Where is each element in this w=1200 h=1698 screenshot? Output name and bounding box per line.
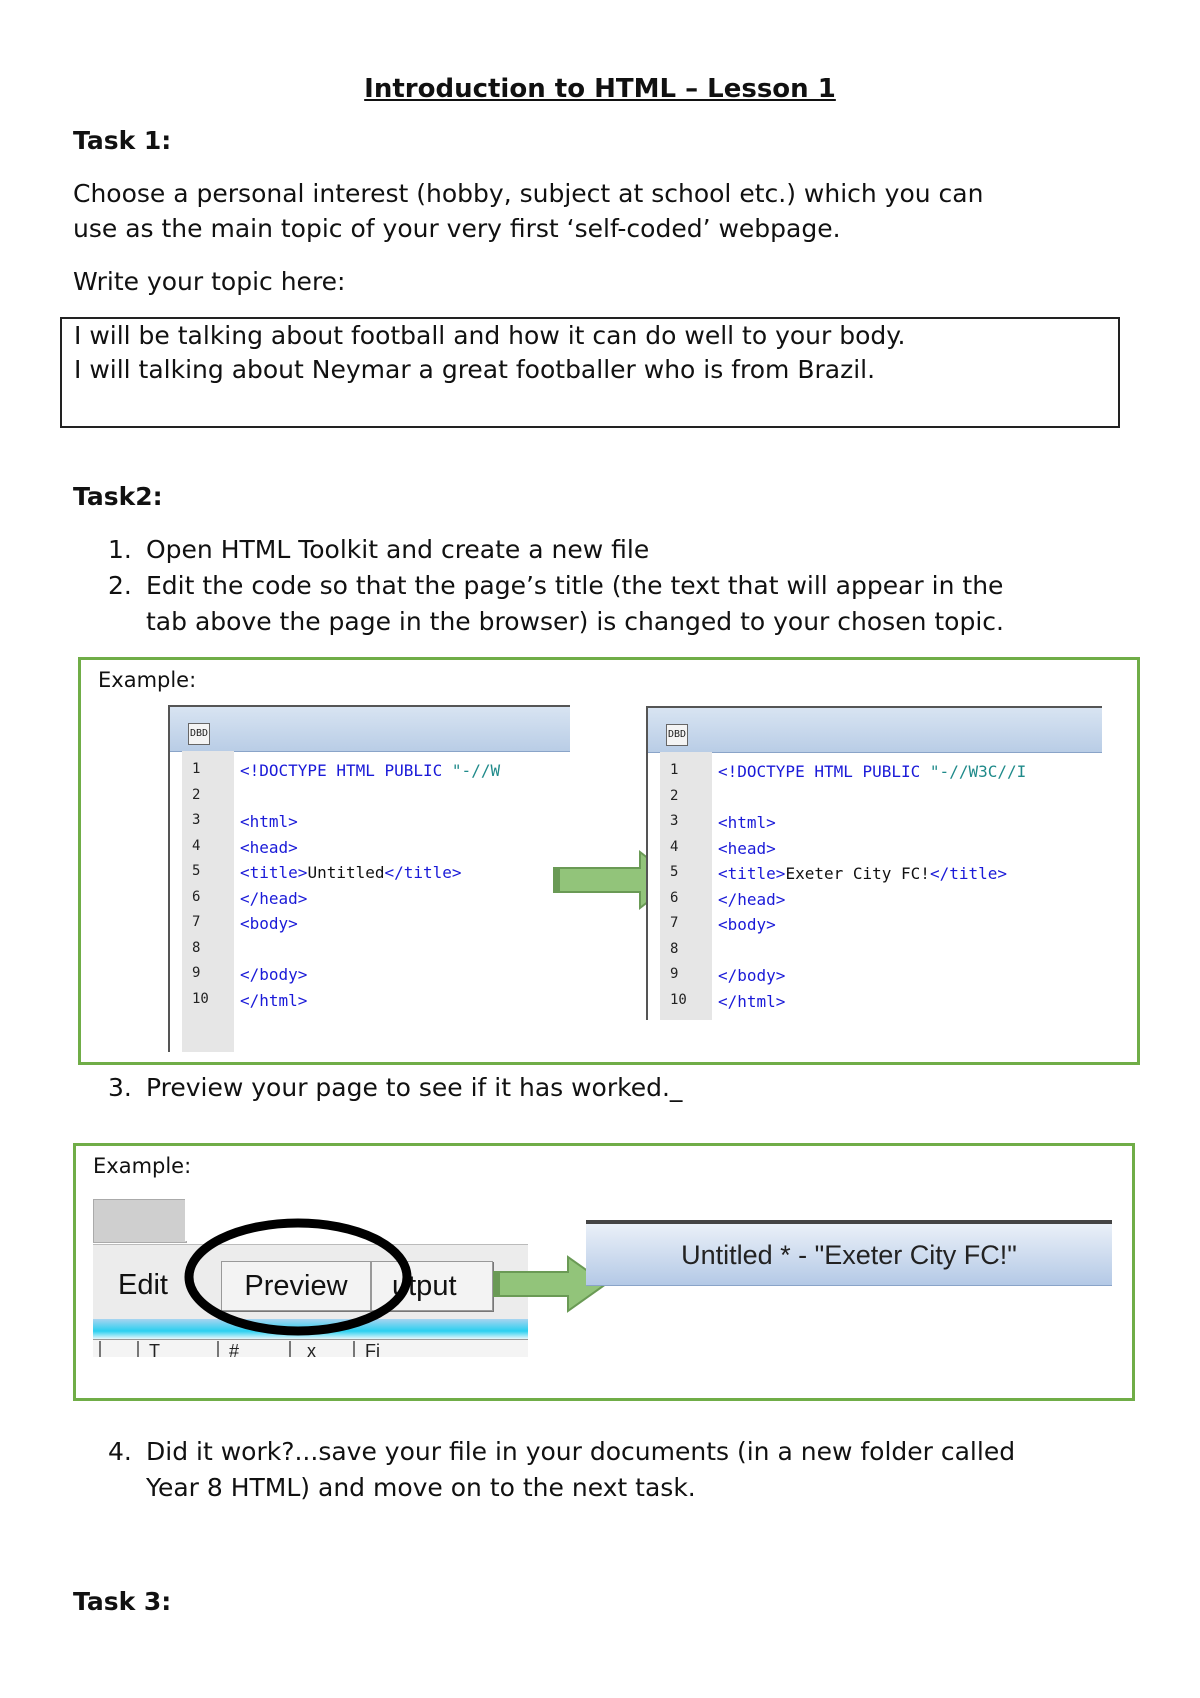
code-tag: </head> [240, 888, 308, 908]
file-icon: DBD [188, 723, 210, 745]
code-tag: <head> [240, 837, 298, 857]
column-separator [99, 1341, 101, 1357]
task2-steps-b [108, 1070, 1138, 1106]
code-tag: </head> [718, 889, 786, 909]
page-title: Introduction to HTML – Lesson 1 [364, 74, 836, 104]
code-text [240, 863, 462, 882]
file-icon: DBD [666, 724, 688, 746]
line-number: 7 [670, 915, 679, 931]
task1-intro-line2: use as the main topic of your very first ‘self-coded’ webpage. [73, 214, 841, 243]
tab-preview[interactable]: Preview [221, 1261, 371, 1311]
code-text [240, 838, 298, 857]
code-tag: <html> [240, 812, 298, 831]
line-number: 6 [670, 889, 679, 906]
code-tag: <body> [718, 915, 776, 934]
task2-heading: Task2: [73, 482, 163, 511]
example-label: Example: [98, 668, 197, 692]
step-number: 1. [108, 535, 132, 564]
code-text [718, 992, 785, 1011]
tab-output[interactable]: utput [371, 1261, 493, 1311]
code-tag: </body> [240, 965, 308, 984]
column-separator [137, 1341, 139, 1357]
column-separator [353, 1341, 355, 1357]
line-number: 2 [192, 786, 201, 803]
code-tag: </html> [718, 991, 786, 1011]
code-text [240, 812, 298, 831]
code-text [240, 889, 307, 908]
line-number: 5 [192, 863, 201, 879]
code-string: "-//W3C//I [929, 762, 1027, 781]
line-number: 4 [670, 838, 679, 855]
code-tag: <title> [718, 864, 786, 883]
column-header[interactable]: T [149, 1341, 160, 1357]
code-editor-after [646, 706, 1102, 1020]
code-tag: <html> [718, 813, 776, 832]
code-text [718, 890, 785, 909]
task1-heading: Task 1: [73, 126, 172, 155]
code-text [718, 915, 776, 934]
code-tag: <!DOCTYPE HTML PUBLIC [718, 762, 930, 781]
example-label: Example: [93, 1154, 192, 1178]
code-text [240, 965, 307, 984]
step-4 [108, 1434, 1138, 1506]
code-tag: </html> [240, 990, 308, 1010]
step-text: Open HTML Toolkit and create a new file [146, 535, 650, 564]
column-header[interactable]: # [229, 1341, 240, 1357]
step-number: 3. [108, 1073, 132, 1102]
code-content: Untitled [307, 863, 385, 882]
code-tag: <!DOCTYPE HTML PUBLIC [240, 761, 452, 780]
step-number: 2. [108, 571, 132, 600]
task2-steps-c [108, 1434, 1138, 1506]
code-tag: <body> [240, 914, 298, 933]
line-number: 6 [192, 888, 201, 905]
line-number: 8 [670, 940, 679, 957]
line-number: 4 [192, 837, 201, 854]
code-editor-before [168, 705, 570, 1052]
code-text [718, 839, 776, 858]
code-content: Exeter City FC! [785, 864, 930, 883]
topic-answer-line1: I will be talking about football and how it can do well to your body. [74, 321, 906, 350]
topic-answer-line2: I will talking about Neymar a great footballer who is from Brazil. [74, 355, 876, 384]
line-number: 3 [192, 812, 201, 828]
line-number: 5 [670, 864, 679, 880]
code-tag: </body> [718, 966, 786, 985]
step-3 [108, 1070, 1138, 1106]
task1-intro [73, 176, 1133, 246]
step-text-line2: tab above the page in the browser) is changed to your chosen topic. [146, 607, 1004, 636]
code-string: "-//W [451, 761, 501, 780]
topic-prompt: Write your topic here: [73, 267, 346, 296]
line-number: 9 [670, 966, 679, 982]
topic-answer-box[interactable] [60, 317, 1120, 428]
step-number: 4. [108, 1437, 132, 1466]
editor-toolbar [648, 708, 1102, 753]
tab-editor[interactable]: Edit [118, 1269, 168, 1301]
line-number: 7 [192, 914, 201, 930]
highlight-circle [180, 1214, 420, 1340]
code-text [718, 864, 1007, 883]
line-number: 10 [670, 991, 687, 1008]
code-tag: <title> [240, 863, 308, 882]
line-number: 2 [670, 787, 679, 804]
step-text-line2: Year 8 HTML) and move on to the next task. [146, 1473, 696, 1502]
code-text [240, 991, 307, 1010]
column-separator [289, 1341, 291, 1357]
code-text [718, 813, 776, 832]
code-tag: </title> [384, 863, 462, 882]
code-text [718, 762, 1026, 781]
column-header[interactable]: Fi [365, 1341, 380, 1357]
code-text [240, 914, 298, 933]
task1-intro-line1: Choose a personal interest (hobby, subject at school etc.) which you can [73, 179, 984, 208]
task2-steps-a [108, 532, 1138, 640]
column-header[interactable]: x [307, 1341, 316, 1357]
line-number: 9 [192, 965, 201, 981]
line-number: 10 [192, 990, 209, 1007]
code-tag: </title> [929, 864, 1007, 883]
task3-heading: Task 3: [73, 1587, 172, 1616]
step-2 [108, 568, 1138, 640]
code-text [240, 761, 500, 780]
line-number: 3 [670, 813, 679, 829]
line-number: 1 [670, 762, 679, 778]
step-1 [108, 532, 1138, 568]
toolbar-block [93, 1199, 187, 1243]
code-tag: <head> [718, 838, 776, 858]
step-text-line1: Did it work?...save your file in your documents (in a new folder called [146, 1437, 1016, 1466]
editor-toolbar [170, 707, 570, 752]
line-number: 1 [192, 761, 201, 777]
code-text [718, 966, 785, 985]
line-number: 8 [192, 939, 201, 956]
column-separator [217, 1341, 219, 1357]
browser-window-title: Untitled * - "Exeter City FC!" [586, 1220, 1112, 1286]
step-text-line1: Edit the code so that the page’s title (the text that will appear in the [146, 571, 1004, 600]
step-text: Preview your page to see if it has worked._ [146, 1073, 683, 1102]
